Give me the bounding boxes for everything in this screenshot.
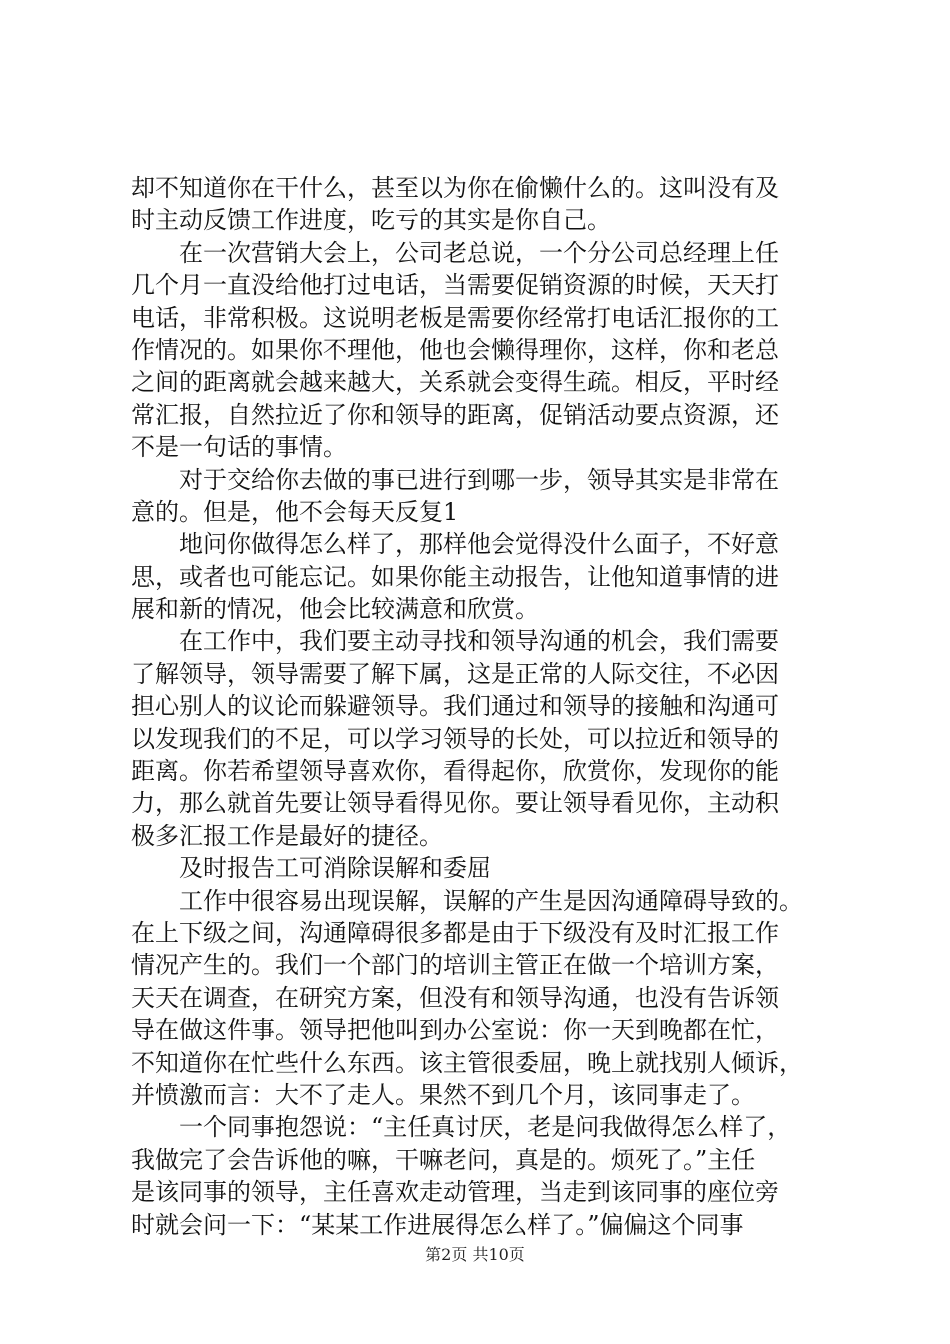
text-line: 之间的距离就会越来越大，关系就会变得生疏。相反，平时经 xyxy=(131,368,779,397)
text-line: 电话，非常积极。这说明老板是需要你经常打电话汇报你的工 xyxy=(131,303,779,332)
text-line: 工作中很容易出现误解，误解的产生是因沟通障碍导致的。 xyxy=(179,886,803,915)
text-line: 常汇报，自然拉近了你和领导的距离，促销活动要点资源，还 xyxy=(131,400,779,429)
text-line: 却不知道你在干什么，甚至以为你在偷懒什么的。这叫没有及 xyxy=(131,174,779,202)
text-line: 意的。但是，他不会每天反复1 xyxy=(131,497,459,526)
text-line: 不是一句话的事情。 xyxy=(131,433,347,462)
text-line: 了解领导，领导需要了解下属，这是正常的人际交往，不必因 xyxy=(131,659,779,688)
text-line: 我做完了会告诉他的嘛，干嘛老问，真是的。烦死了。”主任 xyxy=(131,1145,756,1174)
text-line: 思，或者也可能忘记。如果你能主动报告，让他知道事情的进 xyxy=(131,562,779,591)
page-footer: 第2页 共10页 xyxy=(425,1245,525,1264)
text-line: 极多汇报工作是最好的捷径。 xyxy=(131,821,443,850)
text-line: 距离。你若希望领导喜欢你，看得起你，欣赏你，发现你的能 xyxy=(131,757,779,786)
text-line: 以发现我们的不足，可以学习领导的长处，可以拉近和领导的 xyxy=(131,724,779,753)
text-line: 时主动反馈工作进度，吃亏的其实是你自己。 xyxy=(131,206,611,235)
text-line: 一个同事抱怨说：“主任真讨厌，老是问我做得怎么样了， xyxy=(179,1113,792,1142)
text-line: 在工作中，我们要主动寻找和领导沟通的机会，我们需要 xyxy=(179,627,779,656)
text-line: 不知道你在忙些什么东西。该主管很委屈，晚上就找别人倾诉， xyxy=(131,1048,803,1077)
text-line: 情况产生的。我们一个部门的培训主管正在做一个培训方案， xyxy=(131,951,779,980)
text-line: 展和新的情况，他会比较满意和欣赏。 xyxy=(131,595,539,624)
text-line: 在上下级之间，沟通障碍很多都是由于下级没有及时汇报工作 xyxy=(131,918,779,947)
text-line: 力，那么就首先要让领导看得见你。要让领导看见你，主动积 xyxy=(131,789,779,818)
text-line: 并愤激而言：大不了走人。果然不到几个月，该同事走了。 xyxy=(131,1080,755,1109)
text-line: 几个月一直没给他打过电话，当需要促销资源的时候，天天打 xyxy=(131,271,779,300)
text-line: 时就会问一下：“某某工作进展得怎么样了。”偏偏这个同事 xyxy=(131,1210,744,1239)
text-line: 地问你做得怎么样了，那样他会觉得没什么面子，不好意 xyxy=(179,530,779,559)
text-line: 是该同事的领导，主任喜欢走动管理，当走到该同事的座位旁 xyxy=(131,1178,779,1207)
document-body xyxy=(131,172,831,1241)
text-line: 作情况的。如果你不理他，他也会懒得理你，这样，你和老总 xyxy=(131,335,779,364)
text-line: 天天在调查，在研究方案，但没有和领导沟通，也没有告诉领 xyxy=(131,983,779,1012)
text-line: 导在做这件事。领导把他叫到办公室说：你一天到晚都在忙， xyxy=(131,1016,779,1045)
text-line: 担心别人的议论而躲避领导。我们通过和领导的接触和沟通可 xyxy=(131,692,779,721)
text-line: 及时报告工可消除误解和委屈 xyxy=(179,854,491,883)
text-line: 在一次营销大会上，公司老总说，一个分公司总经理上任 xyxy=(179,238,779,267)
text-line: 对于交给你去做的事已进行到哪一步，领导其实是非常在 xyxy=(179,465,779,494)
